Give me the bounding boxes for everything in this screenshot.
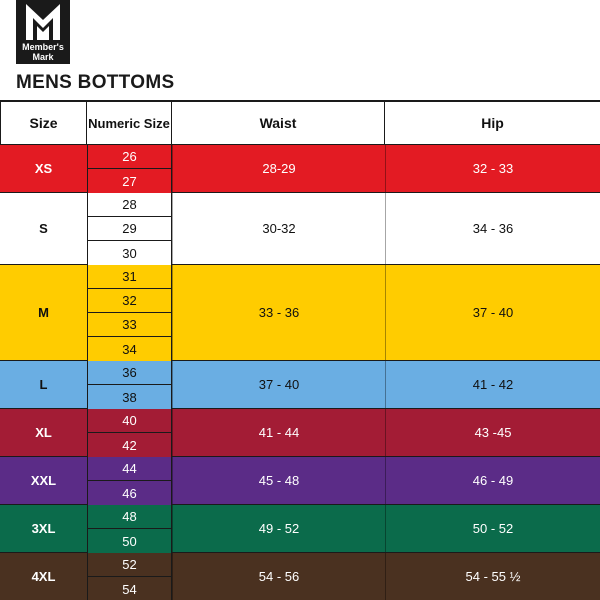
size-cell: XL bbox=[35, 425, 52, 440]
table-row bbox=[0, 505, 600, 553]
hip-cell: 50 - 52 bbox=[385, 505, 600, 552]
header-waist: Waist bbox=[172, 102, 385, 145]
size-cell: 3XL bbox=[31, 521, 56, 536]
numeric-size-cell: 48 bbox=[87, 505, 172, 529]
numeric-size-cell: 32 bbox=[87, 289, 172, 313]
waist-cell: 30-32 bbox=[172, 193, 385, 264]
numeric-size-column bbox=[87, 409, 172, 456]
hip-cell: 32 - 33 bbox=[385, 145, 600, 192]
numeric-size-cell: 42 bbox=[87, 433, 172, 457]
hip-cell: 43 -45 bbox=[385, 409, 600, 456]
numeric-size-cell: 34 bbox=[87, 337, 172, 361]
numeric-size-cell: 36 bbox=[87, 361, 172, 385]
numeric-size-column bbox=[87, 553, 172, 600]
size-cell: XXL bbox=[30, 473, 57, 488]
size-cell: M bbox=[38, 305, 49, 320]
numeric-size-cell: 44 bbox=[87, 457, 172, 481]
waist-cell: 33 - 36 bbox=[172, 265, 385, 360]
numeric-size-cell: 29 bbox=[87, 217, 172, 241]
waist-cell: 45 - 48 bbox=[172, 457, 385, 504]
size-cell: L bbox=[39, 377, 48, 392]
hip-cell: 46 - 49 bbox=[385, 457, 600, 504]
waist-cell: 28-29 bbox=[172, 145, 385, 192]
table-row bbox=[0, 265, 600, 361]
numeric-size-column bbox=[87, 457, 172, 504]
table-row bbox=[0, 145, 600, 193]
numeric-size-cell: 46 bbox=[87, 481, 172, 505]
header-numeric-size: Numeric Size bbox=[87, 102, 172, 145]
m-logo-icon bbox=[24, 2, 62, 42]
table-row bbox=[0, 457, 600, 505]
waist-cell: 37 - 40 bbox=[172, 361, 385, 408]
brand-name-line1: Member's bbox=[22, 42, 64, 52]
table-row bbox=[0, 409, 600, 457]
waist-cell: 41 - 44 bbox=[172, 409, 385, 456]
hip-cell: 54 - 55 ½ bbox=[385, 553, 600, 600]
numeric-size-cell: 40 bbox=[87, 409, 172, 433]
numeric-size-cell: 27 bbox=[87, 169, 172, 193]
table-header-row bbox=[0, 102, 600, 145]
numeric-size-cell: 26 bbox=[87, 145, 172, 169]
size-chart-table bbox=[0, 100, 600, 600]
table-row bbox=[0, 361, 600, 409]
numeric-size-column bbox=[87, 193, 172, 264]
numeric-size-column bbox=[87, 361, 172, 408]
numeric-size-cell: 31 bbox=[87, 265, 172, 289]
hip-cell: 37 - 40 bbox=[385, 265, 600, 360]
numeric-size-cell: 52 bbox=[87, 553, 172, 577]
table-row bbox=[0, 553, 600, 600]
numeric-size-column bbox=[87, 265, 172, 360]
header-hip: Hip bbox=[385, 102, 600, 145]
numeric-size-cell: 33 bbox=[87, 313, 172, 337]
numeric-size-cell: 50 bbox=[87, 529, 172, 553]
numeric-size-cell: 54 bbox=[87, 577, 172, 600]
waist-cell: 54 - 56 bbox=[172, 553, 385, 600]
waist-cell: 49 - 52 bbox=[172, 505, 385, 552]
brand-name-line2: Mark bbox=[32, 52, 54, 62]
hip-cell: 41 - 42 bbox=[385, 361, 600, 408]
numeric-size-cell: 30 bbox=[87, 241, 172, 265]
numeric-size-cell: 28 bbox=[87, 193, 172, 217]
numeric-size-cell: 38 bbox=[87, 385, 172, 409]
table-row bbox=[0, 193, 600, 265]
numeric-size-column bbox=[87, 505, 172, 552]
header-size: Size bbox=[0, 102, 87, 145]
brand-logo bbox=[16, 0, 70, 64]
page-title: MENS BOTTOMS bbox=[16, 72, 175, 93]
hip-cell: 34 - 36 bbox=[385, 193, 600, 264]
size-cell: 4XL bbox=[31, 569, 56, 584]
numeric-size-column bbox=[87, 145, 172, 192]
size-cell: XS bbox=[34, 161, 53, 176]
size-cell: S bbox=[39, 221, 48, 236]
